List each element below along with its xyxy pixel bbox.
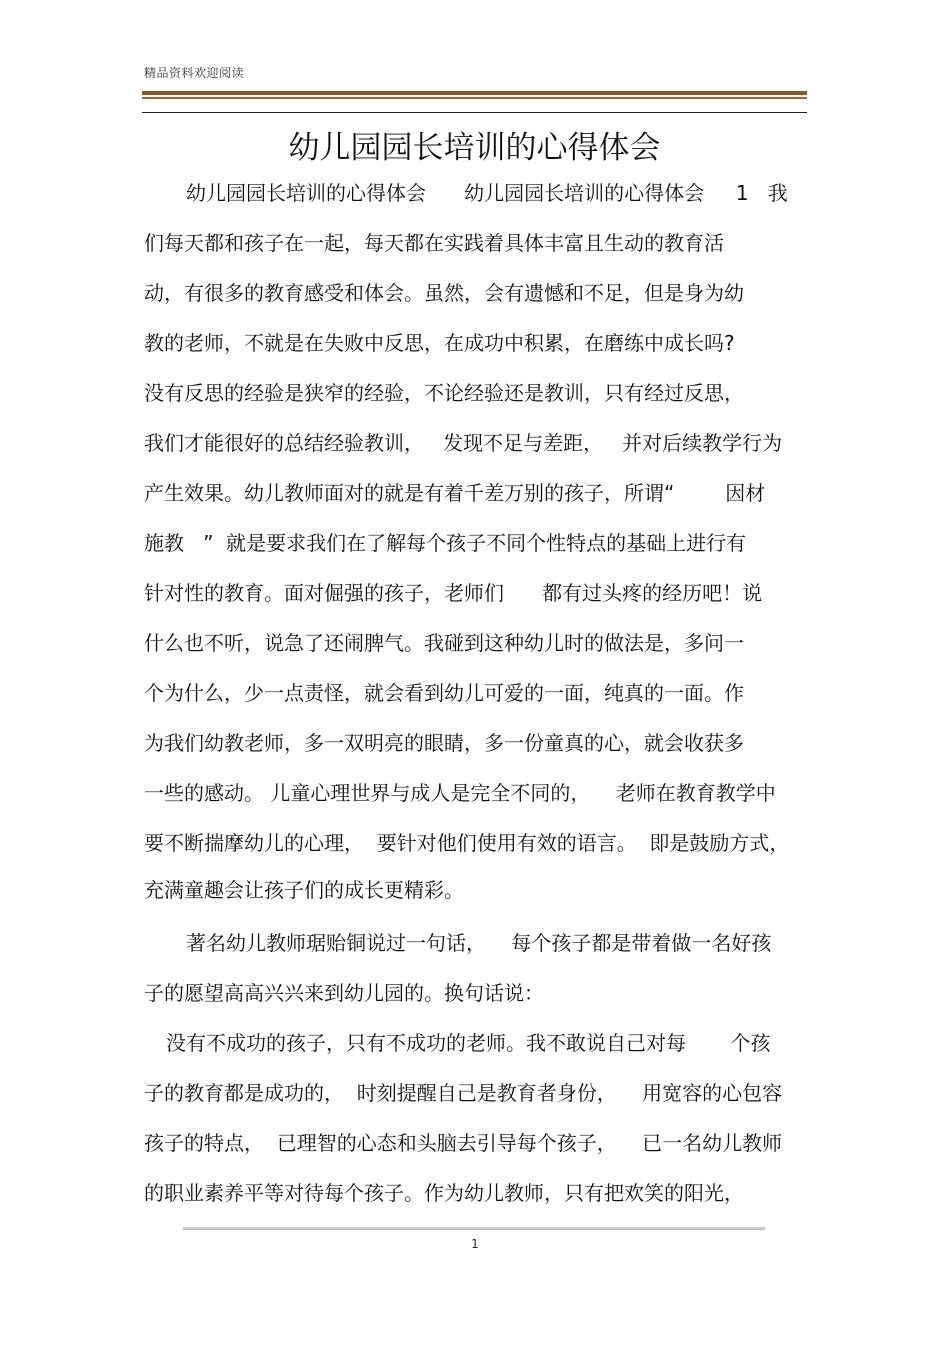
text-line: 孩子的特点， 已理智的心态和头脑去引导每个孩子， 已一名幼儿教师 (144, 1131, 783, 1155)
text-line: 我们才能很好的总结经验教训， 发现不足与差距， 并对后续教学行为 (144, 431, 783, 455)
text-line: 施教 ” 就是要求我们在了解每个孩子不同个性特点的基础上进行有 (144, 531, 747, 555)
text-line: 们每天都和孩子在一起，每天都在实践着具体丰富且生动的教育活 (144, 231, 724, 255)
text-line: 一些的感动。 儿童心理世界与成人是完全不同的， 老师在教育教学中 (144, 781, 776, 805)
header-rule-thick (142, 91, 807, 95)
text-line: 没有不成功的孩子，只有不成功的老师。我不敢说自己对每 个孩 (166, 1031, 771, 1055)
page-header-label: 精品资料欢迎阅读 (144, 66, 245, 80)
text-line: 子的愿望高高兴兴来到幼儿园的。换句话说： (144, 981, 544, 1005)
footer-rule (183, 1227, 765, 1230)
text-line: 动，有很多的教育感受和体会。虽然，会有遗憾和不足，但是身为幼 (144, 281, 744, 305)
text-line: 个为什么，少一点责怪，就会看到幼儿可爱的一面，纯真的一面。作 (144, 681, 744, 705)
text-line: 著名幼儿教师琚贻铜说过一句话， 每个孩子都是带着做一名好孩 (186, 931, 772, 955)
page-number: 1 (471, 1237, 479, 1251)
text-line: 要不断揣摩幼儿的心理， 要针对他们使用有效的语言。 即是鼓励方式， (144, 831, 790, 855)
header-rule-accent (142, 97, 807, 99)
text-line: 充满童趣会让孩子们的成长更精彩。 (144, 878, 464, 902)
text-line: 教的老师，不就是在失败中反思，在成功中积累，在磨练中成长吗? (144, 331, 735, 355)
text-line: 幼儿园园长培训的心得体会 幼儿园园长培训的心得体会 1 我 (186, 181, 788, 205)
text-line: 没有反思的经验是狭窄的经验，不论经验还是教训，只有经过反思， (144, 381, 744, 405)
text-line: 子的教育都是成功的， 时刻提醒自己是教育者身份， 用宽容的心包容 (144, 1081, 783, 1105)
text-line: 什么也不听，说急了还闹脾气。我碰到这种幼儿时的做法是，多问一 (144, 631, 744, 655)
text-line: 为我们幼教老师，多一双明亮的眼睛，多一份童真的心，就会收获多 (144, 731, 744, 755)
text-line: 针对性的教育。面对倔强的孩子，老师们 都有过头疼的经历吧！说 (144, 581, 763, 605)
document-title: 幼儿园园长培训的心得体会 (288, 130, 661, 166)
text-line: 的职业素养平等对待每个孩子。作为幼儿教师，只有把欢笑的阳光， (144, 1181, 744, 1205)
header-rule-thin (142, 112, 807, 113)
text-line: 产生效果。幼儿教师面对的就是有着千差万别的孩子，所谓“ 因材 (144, 481, 766, 505)
